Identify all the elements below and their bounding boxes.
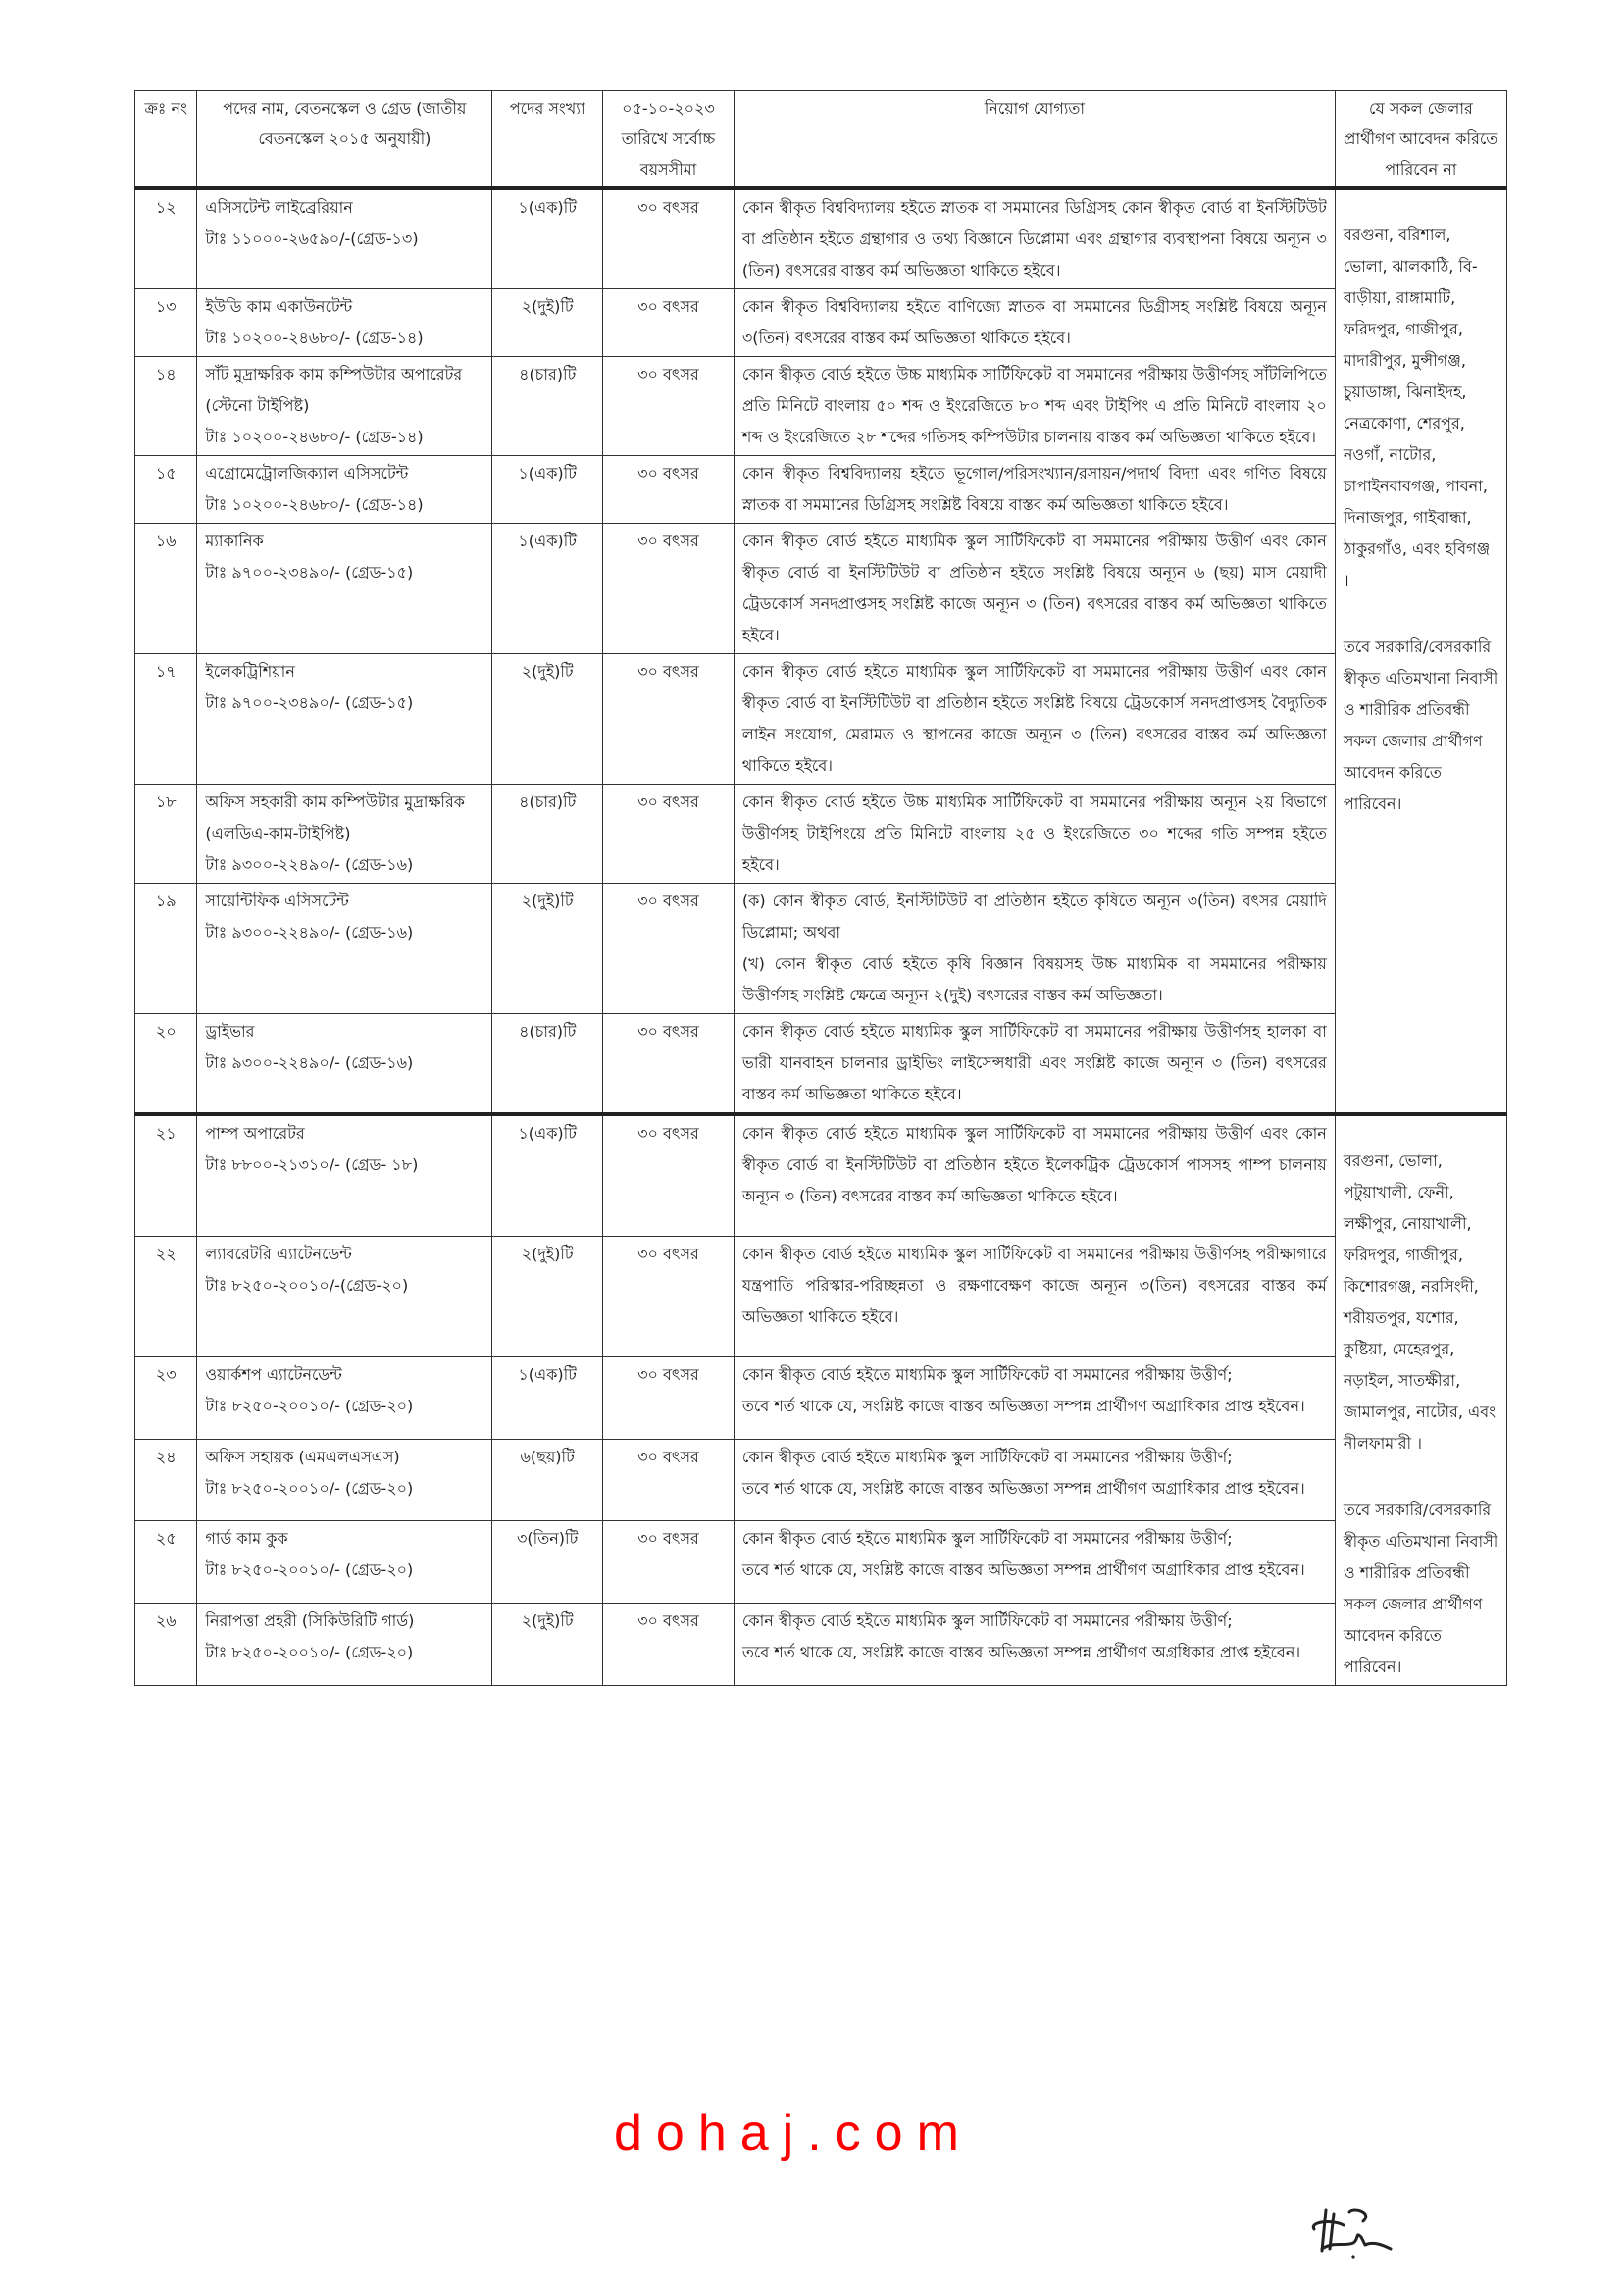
age-limit: ৩০ বৎসর xyxy=(603,289,735,357)
serial-number: ১৭ xyxy=(135,654,197,785)
post-count: ১(এক)টি xyxy=(492,524,603,654)
post-count: ৪(চার)টি xyxy=(492,357,603,456)
table-row xyxy=(135,456,1507,524)
age-limit: ৩০ বৎসর xyxy=(603,456,735,524)
qualification-cell xyxy=(734,1521,1335,1604)
post-name: সায়েন্টিফিক এসিসটেন্ট xyxy=(205,892,349,910)
header-qualification: নিয়োগ যোগ্যতা xyxy=(734,91,1335,189)
recruitment-table xyxy=(134,90,1507,1686)
post-name: অফিস সহায়ক (এমএলএসএস) xyxy=(205,1447,400,1466)
post-cell xyxy=(197,524,492,654)
serial-number: ১৪ xyxy=(135,357,197,456)
qualification-cell xyxy=(734,884,1335,1014)
age-limit: ৩০ বৎসর xyxy=(603,1356,735,1439)
post-count: ২(দুই)টি xyxy=(492,1237,603,1357)
serial-number: ২৪ xyxy=(135,1439,197,1521)
qualification-cell xyxy=(734,785,1335,884)
table-row xyxy=(135,289,1507,357)
table-row xyxy=(135,884,1507,1014)
serial-number: ১৯ xyxy=(135,884,197,1014)
table-row xyxy=(135,1014,1507,1115)
qualification-text: কোন স্বীকৃত বোর্ড হইতে মাধ্যমিক স্কুল সার্টিফিকেট বা সমমানের পরীক্ষায় উত্তীর্ণ এবং কোন স্বীকৃত বোর্ড বা ইনস্টিটিউট বা প্রতিষ্ঠান হইতে ইলেকট্রিক ট্রেডকোর্স পাসসহ পাম্প চালনায় অন্যূন ৩ (তিন) বৎসরের বাস্তব কর্ম অভিজ্ঞতা থাকিতে হইবে। xyxy=(741,1124,1327,1205)
qualification-text: কোন স্বীকৃত বিশ্ববিদ্যালয় হইতে স্নাতক বা সমমানের ডিগ্রিসহ কোন স্বীকৃত বোর্ড বা ইনস্টিটিউট বা প্রতিষ্ঠান হইতে গ্রন্থাগার ও তথ্য বিজ্ঞানে ডিপ্লোমা এবং গ্রন্থাগার ব্যবস্থাপনা বিষয়ে অন্যূন ৩ (তিন) বৎসরের বাস্তব কর্ম অভিজ্ঞতা থাকিতে হইবে। xyxy=(741,198,1327,280)
qualification-text: কোন স্বীকৃত বোর্ড হইতে মাধ্যমিক স্কুল সার্টিফিকেট বা সমমানের পরীক্ষায় উত্তীর্ণ এবং কোন স্বীকৃত বোর্ড বা ইনস্টিটিউট বা প্রতিষ্ঠান হইতে সংশ্লিষ্ট বিষয়ে অন্যূন ৬ (ছয়) মাস মেয়াদী ট্রেডকোর্স সনদপ্রাপ্তসহ সংশ্লিষ্ট কাজে অন্যূন ৩ (তিন) বৎসরের বাস্তব কর্ম অভিজ্ঞতা থাকিতে হইবে। xyxy=(741,532,1327,644)
qualification-cell xyxy=(734,1356,1335,1439)
serial-number: ১৫ xyxy=(135,456,197,524)
exception-note: তবে সরকারি/বেসরকারি স্বীকৃত এতিমখানা নিবাসী ও শারীরিক প্রতিবন্ধী সকল জেলার প্রার্থীগণ আবেদন করিতে পারিবেন। xyxy=(1343,637,1498,813)
table-row xyxy=(135,654,1507,785)
post-name: ড্রাইভার xyxy=(205,1022,255,1041)
post-cell xyxy=(197,357,492,456)
post-name: নিরাপত্তা প্রহরী (সিকিউরিটি গার্ড) xyxy=(205,1611,415,1631)
qualification-text: কোন স্বীকৃত বোর্ড হইতে মাধ্যমিক স্কুল সার্টিফিকেট বা সমমানের পরীক্ষায় উত্তীর্ণ এবং কোন স্বীকৃত বোর্ড বা ইনস্টিটিউট বা প্রতিষ্ঠান হইতে সংশ্লিষ্ট বিষয়ে ট্রেডকোর্স সনদপ্রাপ্তসহ বৈদ্যুতিক লাইন সংযোগ, মেরামত ও স্থাপনের কাজে অন্যূন ৩ (তিন) বৎসরের বাস্তব কর্ম অভিজ্ঞতা থাকিতে হইবে। xyxy=(741,662,1327,775)
qualification-cell xyxy=(734,1237,1335,1357)
age-limit: ৩০ বৎসর xyxy=(603,654,735,785)
qualification-cell xyxy=(734,289,1335,357)
qualification-text: কোন স্বীকৃত বোর্ড হইতে মাধ্যমিক স্কুল সার্টিফিকেট বা সমমানের পরীক্ষায় উত্তীর্ণসহ পরীক্ষাগারে যন্ত্রপাতি পরিস্কার-পরিচ্ছন্নতা ও রক্ষণাবেক্ষণ কাজে অন্যূন ৩(তিন) বৎসরের বাস্তব কর্ম অভিজ্ঞতা থাকিতে হইবে। xyxy=(741,1245,1327,1327)
age-limit: ৩০ বৎসর xyxy=(603,1237,735,1357)
header-count: পদের সংখ্যা xyxy=(492,91,603,189)
table-row xyxy=(135,188,1507,289)
table-row xyxy=(135,1521,1507,1604)
pay-scale: টাঃ ৮২৫০-২০০১০/-(গ্রেড-২০) xyxy=(205,1276,409,1296)
excluded-districts-cell xyxy=(1335,1114,1506,1686)
post-cell xyxy=(197,289,492,357)
table-row xyxy=(135,524,1507,654)
post-name: এগ্রোমেট্রোলজিক্যাল এসিসটেন্ট xyxy=(205,464,409,483)
post-cell xyxy=(197,884,492,1014)
table-row xyxy=(135,1604,1507,1686)
serial-number: ১২ xyxy=(135,188,197,289)
post-cell xyxy=(197,1114,492,1237)
qualification-text-2: (খ) কোন স্বীকৃত বোর্ড হইতে কৃষি বিজ্ঞান বিষয়সহ উচ্চ মাধ্যমিক বা সমমানের পরীক্ষায় উত্তীর্ণসহ সংশ্লিষ্ট ক্ষেত্রে অন্যূন ২(দুই) বৎসরের বাস্তব কর্ম অভিজ্ঞতা। xyxy=(741,954,1327,1004)
qualification-text: কোন স্বীকৃত বোর্ড হইতে উচ্চ মাধ্যমিক সার্টিফিকেট বা সমমানের পরীক্ষায় উত্তীর্ণসহ সাঁটলিপিতে প্রতি মিনিটে বাংলায় ৫০ শব্দ ও ইংরেজিতে ৮০ শব্দ এবং টাইপিং এ প্রতি মিনিটে বাংলায় ২০ শব্দ ও ইংরেজিতে ২৮ শব্দের গতিসহ কম্পিউটার চালনায় বাস্তব কর্ম অভিজ্ঞতা থাকিতে হইবে। xyxy=(741,365,1327,446)
table-header-row xyxy=(135,91,1507,189)
post-name: ওয়ার্কশপ এ্যাটেনডেন্ট xyxy=(205,1364,342,1384)
header-post: পদের নাম, বেতনস্কেল ও গ্রেড (জাতীয় বেতনস্কেল ২০১৫ অনুযায়ী) xyxy=(197,91,492,189)
table-row xyxy=(135,1439,1507,1521)
age-limit: ৩০ বৎসর xyxy=(603,785,735,884)
pay-scale: টাঃ ১০২০০-২৪৬৮০/- (গ্রেড-১৪) xyxy=(205,495,424,514)
serial-number: ২০ xyxy=(135,1014,197,1115)
post-count: ২(দুই)টি xyxy=(492,1604,603,1686)
pay-scale: টাঃ ১০২০০-২৪৬৮০/- (গ্রেড-১৪) xyxy=(205,329,424,347)
qualification-text-2: তবে শর্ত থাকে যে, সংশ্লিষ্ট কাজে বাস্তব অভিজ্ঞতা সম্পন্ন প্রার্থীগণ অগ্রাধিকার প্রাপ্ত হইবেন। xyxy=(741,1396,1305,1415)
age-limit: ৩০ বৎসর xyxy=(603,188,735,289)
post-count: ৬(ছয়)টি xyxy=(492,1439,603,1521)
post-name: পাম্প অপারেটর xyxy=(205,1124,305,1143)
header-districts: যে সকল জেলার প্রার্থীগণ আবেদন করিতে পারিবেন না xyxy=(1335,91,1506,189)
pay-scale: টাঃ ৯৩০০-২২৪৯০/- (গ্রেড-১৬) xyxy=(205,855,414,874)
post-count: ১(এক)টি xyxy=(492,188,603,289)
post-cell xyxy=(197,1521,492,1604)
post-name: অফিস সহকারী কাম কম্পিউটার মুদ্রাক্ষরিক (এলডিএ-কাম-টাইপিষ্ট) xyxy=(205,792,465,842)
serial-number: ২১ xyxy=(135,1114,197,1237)
age-limit: ৩০ বৎসর xyxy=(603,524,735,654)
post-name: ইউডি কাম একাউনটেন্ট xyxy=(205,297,353,316)
post-count: ১(এক)টি xyxy=(492,1114,603,1237)
exception-note: তবে সরকারি/বেসরকারি স্বীকৃত এতিমখানা নিবাসী ও শারীরিক প্রতিবন্ধী সকল জেলার প্রার্থীগণ আবেদন করিতে পারিবেন। xyxy=(1343,1501,1498,1676)
qualification-text: কোন স্বীকৃত বোর্ড হইতে মাধ্যমিক স্কুল সার্টিফিকেট বা সমমানের পরীক্ষায় উত্তীর্ণ; xyxy=(741,1529,1233,1549)
post-cell xyxy=(197,785,492,884)
qualification-text: কোন স্বীকৃত বোর্ড হইতে মাধ্যমিক স্কুল সার্টিফিকেট বা সমমানের পরীক্ষায় উত্তীর্ণসহ হালকা বা ভারী যানবাহন চালনার ড্রাইভিং লাইসেন্সধারী এবং সংশ্লিষ্ট কাজে অন্যূন ৩ (তিন) বৎসরের বাস্তব কর্ম অভিজ্ঞতা থাকিতে হইবে। xyxy=(741,1022,1327,1103)
post-count: ১(এক)টি xyxy=(492,1356,603,1439)
post-count: ১(এক)টি xyxy=(492,456,603,524)
age-limit: ৩০ বৎসর xyxy=(603,1114,735,1237)
post-name: সাঁট মুদ্রাক্ষরিক কাম কম্পিউটার অপারেটর (স্টেনো টাইপিষ্ট) xyxy=(205,365,463,415)
pay-scale: টাঃ ৮২৫০-২০০১০/- (গ্রেড-২০) xyxy=(205,1643,414,1662)
post-cell xyxy=(197,1604,492,1686)
age-limit: ৩০ বৎসর xyxy=(603,884,735,1014)
pay-scale: টাঃ ৮২৫০-২০০১০/- (গ্রেড-২০) xyxy=(205,1396,414,1415)
post-count: ২(দুই)টি xyxy=(492,654,603,785)
qualification-text: কোন স্বীকৃত বিশ্ববিদ্যালয় হইতে বাণিজ্যে স্নাতক বা সমমানের ডিগ্রীসহ সংশ্লিষ্ট বিষয়ে অন্যূন ৩(তিন) বৎসরের বাস্তব কর্ম অভিজ্ঞতা থাকিতে হইবে। xyxy=(741,297,1327,347)
table-row xyxy=(135,1237,1507,1357)
post-cell xyxy=(197,1237,492,1357)
serial-number: ২৬ xyxy=(135,1604,197,1686)
qualification-cell xyxy=(734,654,1335,785)
qualification-text-2: তবে শর্ত থাকে যে, সংশ্লিষ্ট কাজে বাস্তব অভিজ্ঞতা সম্পন্ন প্রার্থীগণ অগ্রাধিকার প্রাপ্ত হইবেন। xyxy=(741,1560,1305,1580)
pay-scale: টাঃ ৮২৫০-২০০১০/- (গ্রেড-২০) xyxy=(205,1478,414,1498)
header-age: ০৫-১০-২০২৩ তারিখে সর্বোচ্চ বয়সসীমা xyxy=(603,91,735,189)
serial-number: ১৩ xyxy=(135,289,197,357)
pay-scale: টাঃ ৯৭০০-২৩৪৯০/- (গ্রেড-১৫) xyxy=(205,693,414,712)
qualification-cell xyxy=(734,456,1335,524)
excluded-districts-list: বরগুনা, ভোলা, পটুয়াখালী, ফেনী, লক্ষীপুর, নোয়াখালী, ফরিদপুর, গাজীপুর, কিশোরগঞ্জ, নরসিংদী, শরীয়তপুর, যশোর, কুষ্টিয়া, মেহেরপুর, নড়াইল, সাতক্ষীরা, জামালপুর, নাটোর, এবং নীলফামারী । xyxy=(1343,1151,1496,1453)
pay-scale: টাঃ ১০২০০-২৪৬৮০/- (গ্রেড-১৪) xyxy=(205,428,424,446)
serial-number: ২৩ xyxy=(135,1356,197,1439)
post-count: ২(দুই)টি xyxy=(492,884,603,1014)
post-name: গার্ড কাম কুক xyxy=(205,1529,288,1549)
table-row xyxy=(135,1114,1507,1237)
table-row xyxy=(135,357,1507,456)
qualification-cell xyxy=(734,1114,1335,1237)
serial-number: ২৫ xyxy=(135,1521,197,1604)
post-count: ৩(তিন)টি xyxy=(492,1521,603,1604)
qualification-cell xyxy=(734,1014,1335,1115)
pay-scale: টাঃ ৯৩০০-২২৪৯০/- (গ্রেড-১৬) xyxy=(205,1053,414,1072)
watermark-text: dohaj.com xyxy=(614,2105,973,2162)
qualification-text: কোন স্বীকৃত বোর্ড হইতে মাধ্যমিক স্কুল সার্টিফিকেট বা সমমানের পরীক্ষায় উত্তীর্ণ; xyxy=(741,1611,1233,1631)
excluded-districts-list: বরগুনা, বরিশাল, ভোলা, ঝালকাঠি, বি-বাড়ীয়া, রাঙ্গামাটি, ফরিদপুর, গাজীপুর, মাদারীপুর, মুন্সীগঞ্জ, চুয়াডাঙ্গা, ঝিনাইদহ, নেত্রকোণা, শেরপুর, নওগাঁ, নাটোর, চাপাইনবাবগঞ্জ, পাবনা, দিনাজপুর, গাইবান্ধা, ঠাকুরগাঁও, এবং হবিগঞ্জ । xyxy=(1343,226,1491,589)
qualification-cell xyxy=(734,357,1335,456)
age-limit: ৩০ বৎসর xyxy=(603,1014,735,1115)
pay-scale: টাঃ ৮৮০০-২১৩১০/- (গ্রেড- ১৮) xyxy=(205,1155,419,1174)
qualification-text-2: তবে শর্ত থাকে যে, সংশ্লিষ্ট কাজে বাস্তব অভিজ্ঞতা সম্পন্ন প্রার্থীগণ অগ্রধিকার প্রাপ্ত হইবেন। xyxy=(741,1643,1301,1662)
post-cell xyxy=(197,654,492,785)
age-limit: ৩০ বৎসর xyxy=(603,357,735,456)
serial-number: ১৬ xyxy=(135,524,197,654)
qualification-text: কোন স্বীকৃত বোর্ড হইতে মাধ্যমিক স্কুল সার্টিফিকেট বা সমমানের পরীক্ষায় উত্তীর্ণ; xyxy=(741,1447,1233,1466)
excluded-districts-cell xyxy=(1335,188,1506,1114)
qualification-cell xyxy=(734,524,1335,654)
pay-scale: টাঃ ৯৩০০-২২৪৯০/- (গ্রেড-১৬) xyxy=(205,923,414,942)
age-limit: ৩০ বৎসর xyxy=(603,1439,735,1521)
serial-number: ২২ xyxy=(135,1237,197,1357)
header-serial: ক্রঃ নং xyxy=(135,91,197,189)
table-row xyxy=(135,785,1507,884)
pay-scale: টাঃ ৮২৫০-২০০১০/- (গ্রেড-২০) xyxy=(205,1560,414,1580)
post-name: এসিসটেন্ট লাইব্রেরিয়ান xyxy=(205,198,353,217)
qualification-cell xyxy=(734,1439,1335,1521)
post-count: ৪(চার)টি xyxy=(492,785,603,884)
qualification-cell xyxy=(734,188,1335,289)
qualification-text: কোন স্বীকৃত বিশ্ববিদ্যালয় হইতে ভূগোল/পরিসংখ্যান/রসায়ন/পদার্থ বিদ্যা এবং গণিত বিষয়ে স্নাতক বা সমমানের ডিগ্রিসহ সংশ্লিষ্ট বিষয়ে বাস্তব কর্ম অভিজ্ঞতা থাকিতে হইবে। xyxy=(741,464,1327,514)
post-cell xyxy=(197,188,492,289)
table-row xyxy=(135,1356,1507,1439)
post-count: ২(দুই)টি xyxy=(492,289,603,357)
post-cell xyxy=(197,456,492,524)
qualification-cell xyxy=(734,1604,1335,1686)
pay-scale: টাঃ ৯৭০০-২৩৪৯০/- (গ্রেড-১৫) xyxy=(205,563,414,582)
qualification-text: কোন স্বীকৃত বোর্ড হইতে মাধ্যমিক স্কুল সার্টিফিকেট বা সমমানের পরীক্ষায় উত্তীর্ণ; xyxy=(741,1364,1233,1384)
post-count: ৪(চার)টি xyxy=(492,1014,603,1115)
qualification-text: (ক) কোন স্বীকৃত বোর্ড, ইনস্টিটিউট বা প্রতিষ্ঠান হইতে কৃষিতে অন্যূন ৩(তিন) বৎসর মেয়াদি ডিপ্লোমা; অথবা xyxy=(741,892,1327,942)
qualification-text-2: তবে শর্ত থাকে যে, সংশ্লিষ্ট কাজে বাস্তব অভিজ্ঞতা সম্পন্ন প্রার্থীগণ অগ্রাধিকার প্রাপ্ত হইবেন। xyxy=(741,1478,1305,1498)
post-cell xyxy=(197,1439,492,1521)
post-cell xyxy=(197,1014,492,1115)
signature-image xyxy=(1304,2202,1402,2261)
qualification-text: কোন স্বীকৃত বোর্ড হইতে উচ্চ মাধ্যমিক সার্টিফিকেট বা সমমানের পরীক্ষায় অন্যূন ২য় বিভাগে উত্তীর্ণসহ টাইপিংয়ে প্রতি মিনিটে বাংলায় ২৫ ও ইংরেজিতে ৩০ শব্দের গতি সম্পন্ন হইতে হইবে। xyxy=(741,792,1327,874)
age-limit: ৩০ বৎসর xyxy=(603,1604,735,1686)
post-name: ল্যাবরেটরি এ্যাটেনডেন্ট xyxy=(205,1245,352,1264)
age-limit: ৩০ বৎসর xyxy=(603,1521,735,1604)
post-name: ইলেকট্রিশিয়ান xyxy=(205,662,295,681)
post-cell xyxy=(197,1356,492,1439)
pay-scale: টাঃ ১১০০০-২৬৫৯০/-(গ্রেড-১৩) xyxy=(205,229,419,248)
serial-number: ১৮ xyxy=(135,785,197,884)
post-name: ম্যাকানিক xyxy=(205,532,264,550)
